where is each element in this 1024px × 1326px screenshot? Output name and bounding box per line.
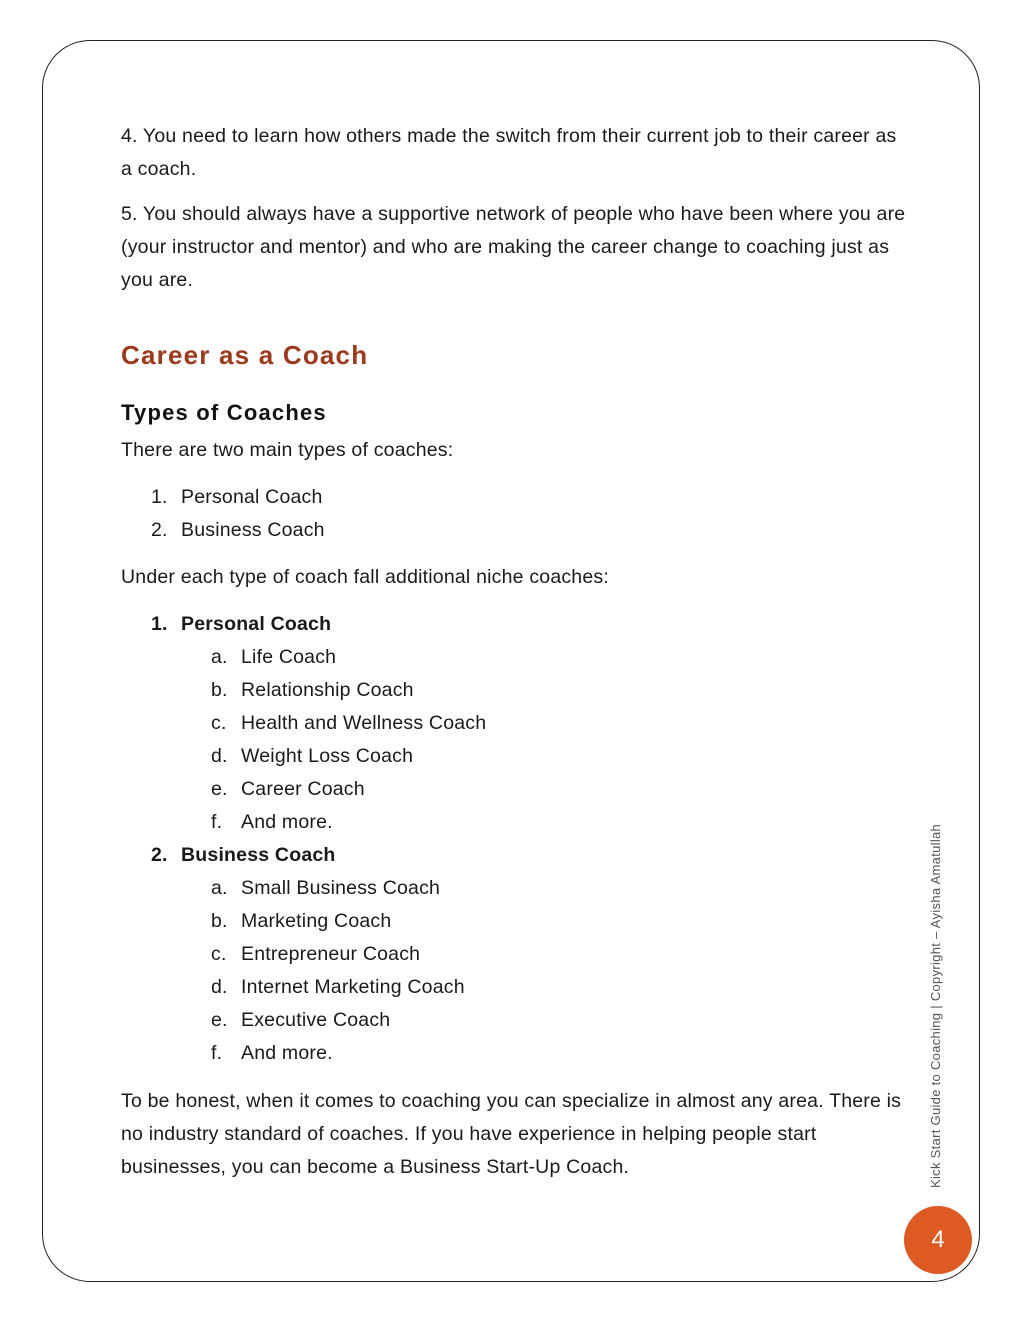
side-footer-text: Kick Start Guide to Coaching | Copyright – Ayisha Amatullah xyxy=(928,823,943,1188)
list-item: d. Weight Loss Coach xyxy=(211,745,414,767)
list-item: b. Marketing Coach xyxy=(211,910,392,932)
niche-group-personal: 1. Personal Coach xyxy=(151,613,332,635)
page-number-badge: 4 xyxy=(904,1206,972,1274)
list-item: d. Internet Marketing Coach xyxy=(211,976,465,998)
niche-list xyxy=(121,608,921,641)
subsection-heading: Types of Coaches xyxy=(121,400,327,425)
intro-block xyxy=(121,120,911,297)
paragraph-4: 4. You need to learn how others made the switch from their current job to their career as a coach. xyxy=(121,125,897,180)
list-item: a. Small Business Coach xyxy=(211,877,441,899)
list-item: c. Entrepreneur Coach xyxy=(211,943,421,965)
list-item: f. And more. xyxy=(211,811,333,833)
list-item: c. Health and Wellness Coach xyxy=(211,712,487,734)
list-item: e. Career Coach xyxy=(211,778,365,800)
paragraph-5: 5. You should always have a supportive network of people who have been where you are (your instructor and mentor) and who are making the career change to coaching just as you are. xyxy=(121,203,906,291)
list-item: b. Relationship Coach xyxy=(211,679,414,701)
list-item: f. And more. xyxy=(211,1042,333,1064)
business-sub-list xyxy=(121,872,921,1070)
section-heading: Career as a Coach xyxy=(121,340,369,370)
list-item: a. Life Coach xyxy=(211,646,337,668)
types-lead: There are two main types of coaches: xyxy=(121,439,454,461)
niche-list-2 xyxy=(121,839,921,872)
list-item: 1. Personal Coach xyxy=(151,486,323,508)
closing-paragraph: To be honest, when it comes to coaching you can specialize in almost any area. There is no industry standard of coaches. If you have experience in helping people start businesses, you can become a Business Start-Up Coach. xyxy=(121,1090,902,1178)
list-item: 2. Business Coach xyxy=(151,519,325,541)
niche-lead: Under each type of coach fall additional niche coaches: xyxy=(121,566,609,588)
personal-sub-list xyxy=(121,641,921,839)
niche-group-business: 2. Business Coach xyxy=(151,844,336,866)
main-types-list xyxy=(121,481,921,547)
list-item: e. Executive Coach xyxy=(211,1009,391,1031)
types-block xyxy=(121,434,921,1184)
